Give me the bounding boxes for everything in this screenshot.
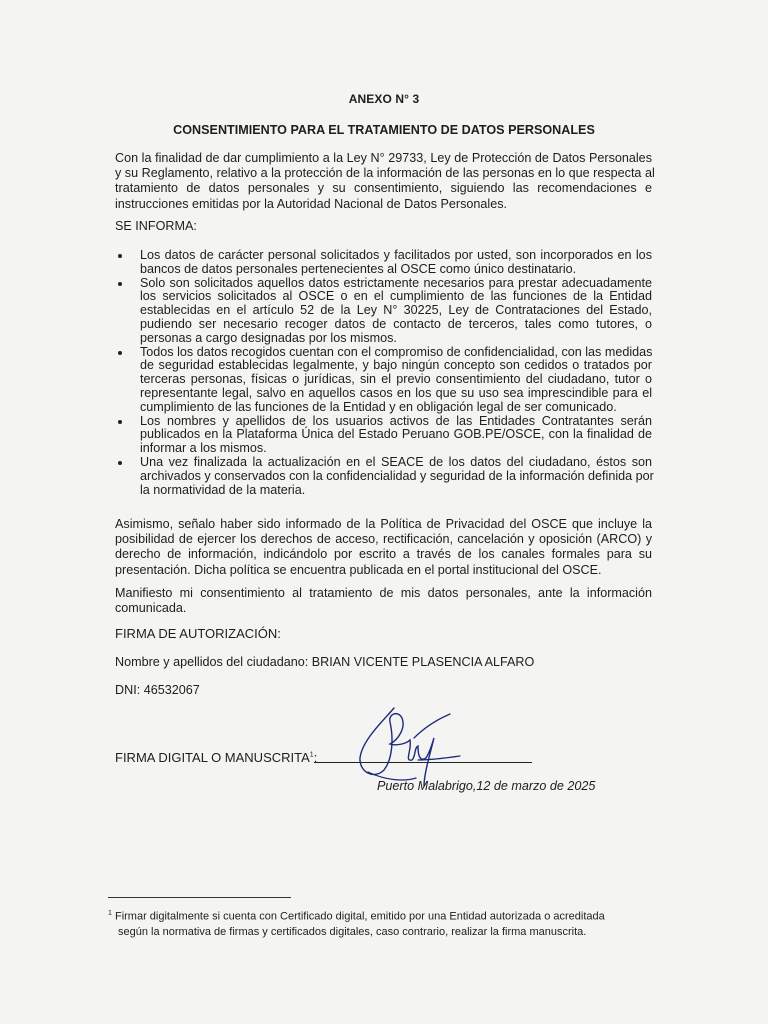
footnote-mark: 1 [108,910,112,917]
list-item [115,456,652,497]
text-line: comunicada. [115,601,187,616]
bullet-icon [118,351,122,355]
bullet-icon [118,461,122,465]
text-line: Todos los datos recogidos cuentan con el compromiso de confidencialidad, con las medidas [140,344,653,359]
text-line: de seguridad establecidas legalmente, y bajo ningún concepto son cedidos o tratados por [140,358,652,373]
text-line: los servicios solicitados al OSCE o en el cumplimiento de las funciones de la Entidad [140,289,652,304]
privacy-policy-paragraph [115,517,652,578]
citizen-name-label: Nombre y apellidos del ciudadano: [115,655,309,669]
text-line: Una vez finalizada la actualización en el SEACE de los datos del ciudadano, éstos son [140,454,652,469]
text-line: bancos de datos personales pertenecientes al OSCE como único destinatario. [140,261,577,276]
citizen-name-row [115,655,534,669]
text-line: derecho de información, indicándolo por escrito a través de los canales formales para su [115,547,652,562]
signature-label-text: FIRMA DIGITAL O MANUSCRITA [115,750,310,765]
footnote-separator [108,897,291,898]
text-line: Manifiesto mi consentimiento al tratamiento de mis datos personales, ante la información [115,586,652,600]
text-line: Los nombres y apellidos de los usuarios activos de las Entidades Contratantes serán [140,413,652,428]
text-line: informar a los mismos. [140,441,267,456]
text-line: terceras personas, físicas o jurídicas, sin el previo consentimiento del ciudadano, tutor o [140,372,652,387]
document-title: CONSENTIMIENTO PARA EL TRATAMIENTO DE DATOS PERSONALES [173,123,595,137]
bullet-icon [118,282,122,286]
footnote-line: según la normativa de firmas y certificados digitales, caso contrario, realizar la firma manuscrita. [118,925,587,938]
text-line: representante legal, salvo en aquellos casos en los que su uso sea imprescindible para el [140,385,652,400]
text-line: Solo son solicitados aquellos datos estrictamente necesarios para prestar adecuadamente [140,275,652,290]
dni-label: DNI: [115,683,141,697]
text-line: establecidas en el artículo 52 de la Ley N° 30225, Ley de Contrataciones del Estado, [140,303,652,318]
bullet-icon [118,420,122,424]
dni-row [115,683,200,697]
text-line: publicados en la Plataforma Única del Estado Peruano GOB.PE/OSCE, con la finalidad de [140,427,652,442]
annex-heading: ANEXO N° 3 [348,92,420,106]
bullet-icon [118,254,122,258]
list-item [115,249,652,277]
citizen-name-value: BRIAN VICENTE PLASENCIA ALFARO [311,655,535,669]
authorization-heading: FIRMA DE AUTORIZACIÓN: [115,626,281,641]
text-line: posibilidad de ejercer los derechos de acceso, rectificación, cancelación y oposición (ARCO) y [115,532,652,547]
text-line: pudiendo ser necesario recoger datos de contacto de terceros, tales como tutores, o [140,316,652,331]
text-line: presentación. Dicha política se encuentra publicada en el portal institucional del OSCE. [115,562,602,577]
text-line: Asimismo, señalo haber sido informado de la Política de Privacidad del OSCE que incluye la [115,517,652,531]
list-item [115,346,652,415]
text-line: y su Reglamento, relativo a la protección de la información de las personas en lo que respecta al [115,166,655,181]
place-date: Puerto Malabrigo,12 de marzo de 2025 [377,779,596,793]
footnote-line [108,906,648,925]
list-item [115,277,652,346]
information-list [115,249,652,497]
text-line: la normatividad de la materia. [140,482,306,497]
footnote [108,906,648,940]
text-line: cumplimiento de las funciones de la Entidad y en obligación legal de ser comunicado. [140,399,617,414]
text-line: tratamiento de datos personales y su consentimiento, siguiendo las recomendaciones e [115,181,652,196]
dni-value: 46532067 [143,683,200,697]
footnote-reference: 1 [309,751,314,759]
text-line: instrucciones emitidas por la Autoridad Nacional de Datos Personales. [115,196,508,211]
text-line: archivados y conservados con la confidencialidad y seguridad de la información definida por [140,468,654,483]
se-informa-heading: SE INFORMA: [115,219,197,233]
footnote-text: Firmar digitalmente si cuenta con Certificado digital, emitido por una Entidad autorizada o acreditada [114,910,605,923]
text-line: personas a cargo designadas por los mismos. [140,330,397,345]
signature-label [115,750,317,765]
handwritten-signature [354,700,464,790]
intro-paragraph [115,151,655,212]
signature-label-colon: : [313,750,318,765]
text-line: Los datos de carácter personal solicitados y facilitados por usted, son incorporados en los [140,248,652,262]
consent-paragraph [115,586,652,616]
list-item [115,415,652,456]
text-line: Con la finalidad de dar cumplimiento a la Ley N° 29733, Ley de Protección de Datos Personales [115,151,652,165]
